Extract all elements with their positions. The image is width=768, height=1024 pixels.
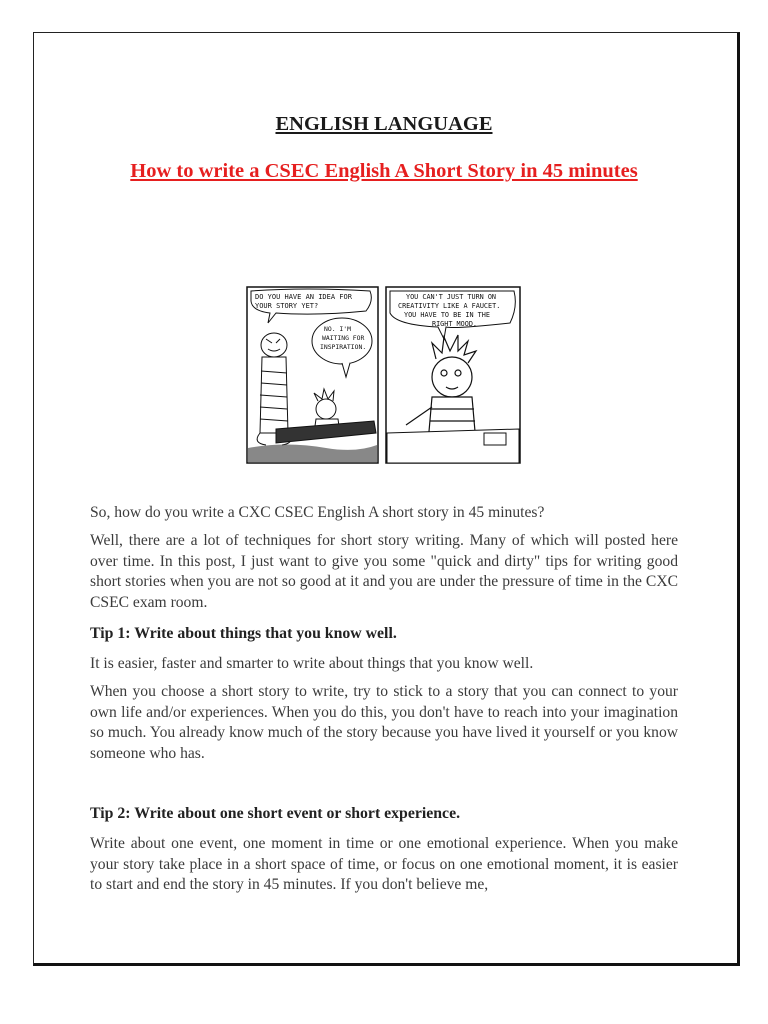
page-subtitle: How to write a CSEC English A Short Story in 45 minutes xyxy=(130,160,638,182)
tip1-paragraph-1: It is easier, faster and smarter to write about things that you know well. xyxy=(90,655,534,672)
tip2-heading: Tip 2: Write about one short event or short experience. xyxy=(90,805,461,822)
page-title: ENGLISH LANGUAGE xyxy=(275,113,493,135)
intro-question: So, how do you write a CXC CSEC English A short story in 45 minutes? xyxy=(90,504,545,521)
tip1-paragraph-2: When you choose a short story to write, try to stick to a story that you can connect to your own life and/or experiences. When you do this, you don't have to reach into your imagination so much. You already know much of the story because you have lived it yourself or you know someone who has. xyxy=(90,683,678,762)
tip2-paragraph-1: Write about one event, one moment in time or one emotional experience. When you make your story take place in a short space of time, or focus on one emotional moment, it is easier to start and end the story in 45 minutes. If you don't believe me, xyxy=(90,835,678,893)
comic-strip xyxy=(246,283,522,464)
comic-text-hobbes: DO YOU HAVE AN IDEA FOR YOUR STORY YET? xyxy=(255,293,352,310)
tip1-heading: Tip 1: Write about things that you know well. xyxy=(90,625,397,642)
intro-paragraph: Well, there are a lot of techniques for short story writing. Many of which will posted here over time. In this post, I just want to give you some "quick and dirty" tips for writing good short stories when you are not so good at it and you are under the pressure of time in the CXC CSEC exam room. xyxy=(90,532,678,611)
comic-text-calvin: NO. I'M WAITING FOR INSPIRATION. xyxy=(320,325,367,351)
comic-text-calvin-panel2: YOU CAN'T JUST TURN ON CREATIVITY LIKE A FAUCET. YOU HAVE TO BE IN THE RIGHT MOOD. xyxy=(398,293,501,328)
